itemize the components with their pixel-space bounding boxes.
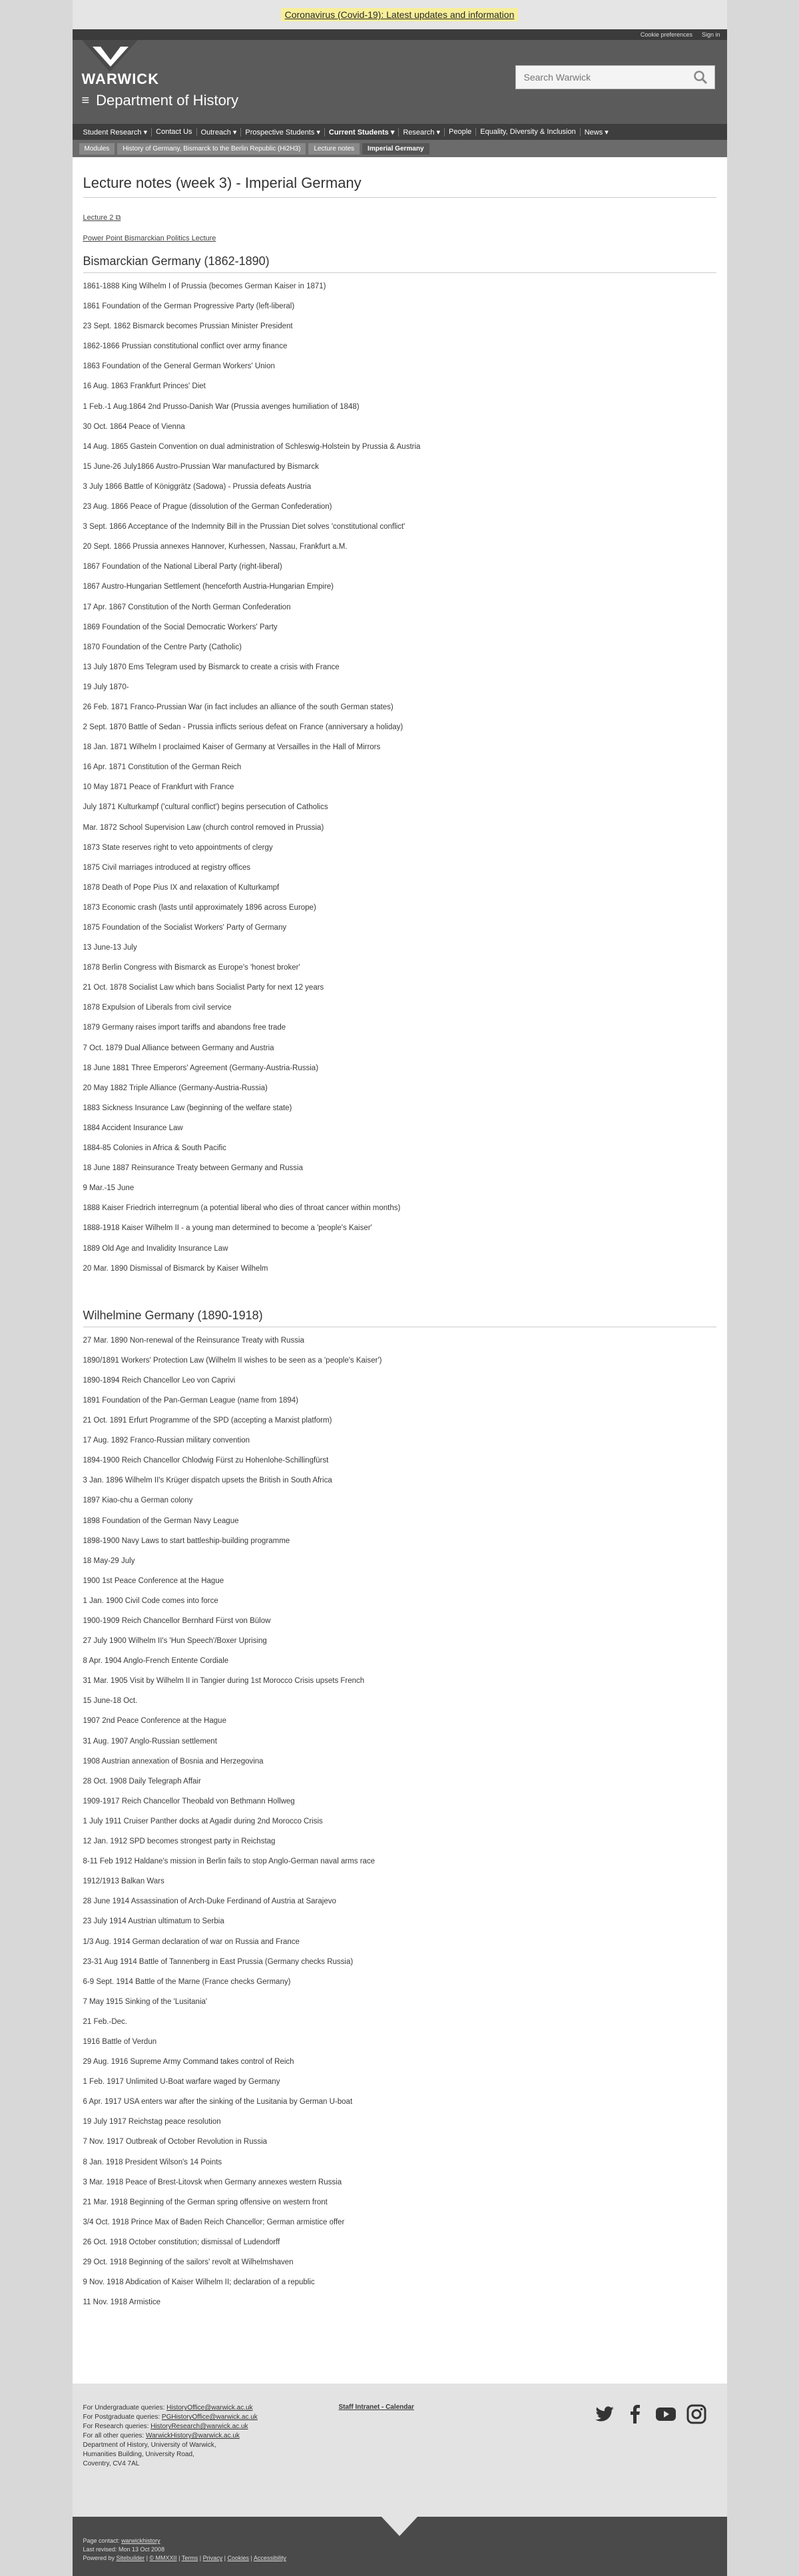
section-heading-wilhelmine: Wilhelmine Germany (1890-1918) (83, 1309, 716, 1327)
timeline-entry: 29 Oct. 1918 Beginning of the sailors' revolt at Wilhelmshaven (83, 2258, 294, 2266)
timeline-entry: 31 Mar. 1905 Visit by Wilhelm II in Tangier during 1st Morocco Crisis upsets French (83, 1677, 365, 1686)
department-name[interactable]: Department of History (96, 92, 239, 109)
site-header (73, 40, 727, 124)
breadcrumb-lecture-notes[interactable]: Lecture notes (308, 143, 360, 155)
timeline-entry: 1916 Battle of Verdun (83, 2037, 157, 2046)
powered-by-label: Powered by (83, 2555, 115, 2562)
timeline-entry: 7 May 1915 Sinking of the 'Lusitania' (83, 1997, 208, 2006)
footer-other-email[interactable]: WarwickHistory@warwick.ac.uk (146, 2432, 240, 2440)
timeline-entry: 21 Oct. 1878 Socialist Law which bans Socialist Party for next 12 years (83, 984, 324, 992)
timeline-entry: 17 Apr. 1867 Constitution of the North German Confederation (83, 603, 291, 611)
timeline-entry: 30 Oct. 1864 Peace of Vienna (83, 422, 185, 431)
timeline-entry: 1 Jan. 1900 Civil Code comes into force (83, 1596, 218, 1605)
timeline-entry: 10 May 1871 Peace of Frankfurt with France (83, 783, 234, 792)
timeline-entry: 1873 Economic crash (lasts until approximately 1896 across Europe) (83, 903, 316, 912)
copyright-link[interactable]: © MMXXII (149, 2555, 177, 2562)
timeline-entry: 3 Mar. 1918 Peace of Brest-Litovsk when Germany annexes western Russia (83, 2178, 342, 2186)
last-revised: Last revised: Mon 13 Oct 2008 (83, 2546, 165, 2553)
footer (73, 2384, 727, 2517)
page-contact-link[interactable]: warwickhistory (121, 2537, 160, 2545)
footer-address-1: Department of History, University of Warwick, (83, 2441, 216, 2449)
timeline-entry: 1878 Death of Pope Pius IX and relaxation of Kulturkampf (83, 883, 280, 892)
breadcrumb-modules[interactable]: Modules (79, 143, 115, 155)
nav-equality[interactable]: Equality, Diversity & Inclusion (476, 128, 580, 136)
timeline-entry: 2 Sept. 1870 Battle of Sedan - Prussia inflicts serious defeat on France (anniversary a holiday) (83, 723, 403, 732)
timeline-entry: 23-31 Aug 1914 Battle of Tannenberg in East Prussia (Germany checks Russia) (83, 1957, 354, 1966)
timeline-entry: 23 Aug. 1866 Peace of Prague (dissolution of the German Confederation) (83, 503, 332, 511)
timeline-entry: 1875 Civil marriages introduced at registry offices (83, 863, 251, 872)
timeline-entry: 1 Feb. 1917 Unlimited U-Boat warfare waged by Germany (83, 2078, 280, 2087)
timeline-entry: 6-9 Sept. 1914 Battle of the Marne (France checks Germany) (83, 1977, 291, 1986)
timeline-entry: July 1871 Kulturkampf ('cultural conflict') begins persecution of Catholics (83, 803, 328, 812)
timeline-entry: 9 Mar.-15 June (83, 1184, 134, 1193)
timeline-entry: 3 July 1866 Battle of Königgrätz (Sadowa) - Prussia defeats Austria (83, 482, 312, 491)
twitter-icon[interactable] (594, 2404, 615, 2425)
timeline-entry: 31 Aug. 1907 Anglo-Russian settlement (83, 1737, 217, 1746)
section-list-wilhelmine (83, 1335, 716, 2318)
timeline-entry: 13 July 1870 Ems Telegram used by Bismarck to create a crisis with France (83, 663, 340, 671)
covid-banner (73, 0, 727, 29)
timeline-entry: 29 Aug. 1916 Supreme Army Command takes control of Reich (83, 2058, 294, 2067)
department-title[interactable] (82, 92, 239, 109)
timeline-entry: 1883 Sickness Insurance Law (beginning of the welfare state) (83, 1104, 292, 1112)
lecture-link-label[interactable]: Lecture 2 (83, 214, 114, 222)
external-link-icon: ⧉ (115, 214, 121, 222)
footer-ug-label: For Undergraduate queries: (83, 2404, 165, 2412)
menu-icon[interactable]: ≡ (81, 93, 90, 108)
timeline-entry: 1867 Foundation of the National Liberal Party (right-liberal) (83, 563, 282, 571)
timeline-entry: 26 Oct. 1918 October constitution; dismissal of Ludendorff (83, 2238, 280, 2246)
timeline-entry: 1869 Foundation of the Social Democratic Workers' Party (83, 623, 278, 631)
footer-pg-email[interactable]: PGHistoryOffice@warwick.ac.uk (161, 2414, 258, 2421)
nav-research[interactable]: Research ▾ (399, 128, 445, 137)
sign-in-link[interactable]: Sign in (701, 31, 720, 38)
search-icon[interactable] (693, 70, 708, 85)
section-heading-bismarckian: Bismarckian Germany (1862-1890) (83, 254, 716, 273)
timeline-entry: 1889 Old Age and Invalidity Insurance Law (83, 1244, 228, 1253)
timeline-entry: 3/4 Oct. 1918 Prince Max of Baden Reich Chancellor; German armistice offer (83, 2218, 345, 2226)
nav-news[interactable]: News ▾ (584, 128, 609, 137)
timeline-entry: 27 Mar. 1890 Non-renewal of the Reinsurance Treaty with Russia (83, 1336, 304, 1345)
footer-other-label: For all other queries: (83, 2432, 144, 2440)
main-nav (73, 124, 727, 140)
page (73, 0, 727, 2576)
timeline-entry: 7 Oct. 1879 Dual Alliance between Germany and Austria (83, 1044, 274, 1052)
logo-text[interactable]: WARWICK (81, 71, 160, 87)
utility-bar (73, 29, 727, 40)
timeline-entry: 1891 Foundation of the Pan-German League (name from 1894) (83, 1396, 298, 1405)
timeline-entry: 1861 Foundation of the German Progressive Party (left-liberal) (83, 302, 295, 311)
breadcrumb (73, 140, 727, 157)
timeline-entry: 1878 Berlin Congress with Bismarck as Europe's 'honest broker' (83, 964, 300, 972)
nav-current-students[interactable]: Current Students ▾ (325, 128, 399, 137)
timeline-entry: 8 Apr. 1904 Anglo-French Entente Cordiale (83, 1657, 229, 1666)
powerpoint-link[interactable]: Power Point Bismarckian Politics Lecture (83, 234, 216, 242)
timeline-entry: 11 Nov. 1918 Armistice (83, 2298, 161, 2307)
timeline-entry: 1884-85 Colonies in Africa & South Pacific (83, 1144, 226, 1153)
timeline-entry: 1 July 1911 Cruiser Panther docks at Agadir during 2nd Morocco Crisis (83, 1817, 323, 1825)
timeline-entry: 1909-1917 Reich Chancellor Theobald von Bethmann Hollweg (83, 1797, 295, 1805)
timeline-entry: 20 Sept. 1866 Prussia annexes Hannover, Kurhessen, Nassau, Frankfurt a.M. (83, 543, 348, 551)
page-contact-label: Page contact: (83, 2537, 120, 2545)
timeline-entry: 27 July 1900 Wilhelm II's 'Hun Speech'/Boxer Uprising (83, 1637, 267, 1646)
timeline-entry: 1898-1900 Navy Laws to start battleship-building programme (83, 1536, 290, 1545)
timeline-entry: 3 Sept. 1866 Acceptance of the Indemnity Bill in the Prussian Diet solves 'constitutional conflict' (83, 523, 405, 531)
timeline-entry: 1875 Foundation of the Socialist Workers' Party of Germany (83, 924, 287, 932)
breadcrumb-current: Imperial Germany (362, 143, 429, 155)
accessibility-link[interactable]: Accessibility (253, 2555, 286, 2562)
timeline-entry: 1863 Foundation of the General German Workers' Union (83, 362, 275, 371)
footer-res-label: For Research queries: (83, 2423, 149, 2431)
facebook-icon[interactable] (625, 2404, 646, 2425)
section-list-bismarckian (83, 281, 716, 1283)
youtube-icon[interactable] (655, 2404, 676, 2425)
main-content (73, 157, 727, 2344)
timeline-entry: 7 Nov. 1917 Outbreak of October Revolution in Russia (83, 2138, 268, 2146)
timeline-entry: 1898 Foundation of the German Navy League (83, 1516, 239, 1525)
timeline-entry: 1878 Expulsion of Liberals from civil service (83, 1004, 232, 1012)
cookie-preferences-link[interactable]: Cookie preferences (640, 31, 692, 38)
lecture-link[interactable] (83, 214, 716, 222)
timeline-entry: 1870 Foundation of the Centre Party (Catholic) (83, 643, 242, 651)
social-links (594, 2404, 707, 2425)
nav-prospective-students[interactable]: Prospective Students ▾ (241, 128, 325, 137)
search-box (515, 65, 715, 89)
timeline-entry: 14 Aug. 1865 Gastein Convention on dual administration of Schleswig-Holstein by Prussia & Austria (83, 442, 421, 451)
timeline-entry: 1867 Austro-Hungarian Settlement (henceforth Austria-Hungarian Empire) (83, 583, 334, 591)
timeline-entry: 16 Aug. 1863 Frankfurt Princes' Diet (83, 382, 206, 391)
timeline-entry: 28 Oct. 1908 Daily Telegraph Affair (83, 1777, 201, 1785)
timeline-entry: 12 Jan. 1912 SPD becomes strongest party in Reichstag (83, 1837, 276, 1846)
nav-outreach[interactable]: Outreach ▾ (197, 128, 242, 137)
timeline-entry: 18 June 1887 Reinsurance Treaty between Germany and Russia (83, 1164, 304, 1173)
search-input[interactable] (523, 71, 693, 83)
timeline-entry: 19 July 1870- (83, 683, 129, 691)
timeline-entry: 26 Feb. 1871 Franco-Prussian War (in fact includes an alliance of the south German states) (83, 703, 394, 711)
calendar-link[interactable]: Calendar (386, 2404, 414, 2412)
timeline-entry: 6 Apr. 1917 USA enters war after the sinking of the Lusitania by German U-boat (83, 2098, 353, 2106)
footer-pg-label: For Postgraduate queries: (83, 2414, 160, 2421)
timeline-entry: 16 Apr. 1871 Constitution of the German Reich (83, 763, 242, 772)
privacy-link[interactable]: Privacy (202, 2555, 223, 2562)
timeline-entry: 8-11 Feb 1912 Haldane's mission in Berlin fails to stop Anglo-German naval arms race (83, 1857, 376, 1866)
timeline-entry: 18 May-29 July (83, 1556, 135, 1565)
timeline-entry: 1862-1866 Prussian constitutional conflict over army finance (83, 342, 288, 351)
timeline-entry: 8 Jan. 1918 President Wilson's 14 Points (83, 2158, 222, 2166)
timeline-entry: 1888-1918 Kaiser Wilhelm II - a young man determined to become a 'people's Kaiser' (83, 1224, 372, 1233)
timeline-entry: 15 June-18 Oct. (83, 1697, 138, 1706)
timeline-entry: 1873 State reserves right to veto appointments of clergy (83, 843, 273, 852)
timeline-entry: 1900-1909 Reich Chancellor Bernhard Fürst von Bülow (83, 1617, 271, 1625)
timeline-entry: 20 May 1882 Triple Alliance (Germany-Austria-Russia) (83, 1084, 268, 1092)
timeline-entry: 1 Feb.-1 Aug.1864 2nd Prusso-Danish War (Prussia avenges humiliation of 1848) (83, 402, 360, 411)
timeline-entry: Mar. 1872 School Supervision Law (church control removed in Prussia) (83, 823, 324, 832)
footer-res-email[interactable]: HistoryResearch@warwick.ac.uk (150, 2423, 248, 2431)
sitebuilder-link[interactable]: Sitebuilder (116, 2555, 145, 2562)
page-title: Lecture notes (week 3) - Imperial Germany (83, 174, 716, 198)
footer-ug-email[interactable]: HistoryOffice@warwick.ac.uk (166, 2404, 253, 2412)
nav-contact-us[interactable]: Contact Us (152, 128, 196, 136)
timeline-entry: 1884 Accident Insurance Law (83, 1124, 183, 1132)
timeline-entry: 17 Aug. 1892 Franco-Russian military convention (83, 1437, 250, 1445)
footer-address-3: Coventry, CV4 7AL (83, 2460, 140, 2468)
footer-address-2: Humanities Building, University Road, (83, 2451, 194, 2459)
timeline-entry: 9 Nov. 1918 Abdication of Kaiser Wilhelm II; declaration of a republic (83, 2278, 315, 2287)
timeline-entry: 20 Mar. 1890 Dismissal of Bismarck by Kaiser Wilhelm (83, 1264, 268, 1273)
timeline-entry: 18 June 1881 Three Emperors' Agreement (Germany-Austria-Russia) (83, 1064, 319, 1072)
timeline-entry: 28 June 1914 Assassination of Arch-Duke Ferdinand of Austria at Sarajevo (83, 1897, 336, 1906)
timeline-entry: 23 Sept. 1862 Bismarck becomes Prussian Minister President (83, 322, 293, 331)
timeline-entry: 1894-1900 Reich Chancellor Chlodwig Fürst zu Hohenlohe-Schillingfürst (83, 1456, 329, 1465)
timeline-entry: 1907 2nd Peace Conference at the Hague (83, 1717, 226, 1726)
breadcrumb-module[interactable]: History of Germany, Bismarck to the Berlin Republic (Hi2H3) (117, 143, 306, 155)
timeline-entry: 1908 Austrian annexation of Bosnia and Herzegovina (83, 1757, 264, 1766)
timeline-entry: 19 July 1917 Reichstag peace resolution (83, 2118, 221, 2126)
timeline-entry: 18 Jan. 1871 Wilhelm I proclaimed Kaiser of Germany at Versailles in the Hall of Mirrors (83, 743, 381, 752)
terms-link[interactable]: Terms (181, 2555, 198, 2562)
timeline-entry: 21 Mar. 1918 Beginning of the German spring offensive on western front (83, 2198, 328, 2206)
covid-link[interactable]: Coronavirus (Covid-19): Latest updates and information (281, 8, 519, 21)
cookies-link[interactable]: Cookies (227, 2555, 249, 2562)
nav-student-research[interactable]: Student Research ▾ (79, 128, 152, 137)
footer-staff-links: Staff Intranet - Calendar (338, 2404, 414, 2412)
timeline-entry: 21 Oct. 1891 Erfurt Programme of the SPD (accepting a Marxist platform) (83, 1417, 332, 1425)
timeline-entry: 23 July 1914 Austrian ultimatum to Serbia (83, 1917, 224, 1926)
warwick-logo-icon[interactable] (87, 45, 134, 68)
timeline-entry: 1888 Kaiser Friedrich interregnum (a potential liberal who dies of throat cancer within months) (83, 1204, 401, 1213)
timeline-entry: 15 June-26 July1866 Austro-Prussian War manufactured by Bismarck (83, 462, 319, 471)
timeline-entry: 21 Feb.-Dec. (83, 2017, 127, 2026)
staff-intranet-link[interactable]: Staff Intranet (338, 2404, 380, 2412)
footer-bottom: Page contact: warwickhistory Last revised: Mon 13 Oct 2008 Powered by Sitebuilder | © MMXXII | Terms | Privacy | Cookies | Accessibility (73, 2517, 727, 2576)
timeline-entry: 1897 Kiao-chu a German colony (83, 1496, 193, 1505)
timeline-entry: 1861-1888 King Wilhelm I of Prussia (becomes German Kaiser in 1871) (83, 282, 326, 290)
footer-notch (381, 2516, 418, 2536)
timeline-entry: 1/3 Aug. 1914 German declaration of war on Russia and France (83, 1937, 300, 1946)
timeline-entry: 1879 Germany raises import tariffs and abandons free trade (83, 1024, 286, 1032)
timeline-entry: 1912/1913 Balkan Wars (83, 1877, 164, 1886)
timeline-entry: 1900 1st Peace Conference at the Hague (83, 1576, 224, 1585)
instagram-icon[interactable] (686, 2404, 707, 2425)
timeline-entry: 1890/1891 Workers' Protection Law (Wilhelm II wishes to be seen as a 'people's Kaiser') (83, 1356, 382, 1365)
nav-people[interactable]: People (445, 128, 476, 136)
timeline-entry: 13 June-13 July (83, 944, 137, 952)
timeline-entry: 3 Jan. 1896 Wilhelm II's Krüger dispatch upsets the British in South Africa (83, 1476, 332, 1485)
timeline-entry: 1890-1894 Reich Chancellor Leo von Caprivi (83, 1376, 236, 1385)
